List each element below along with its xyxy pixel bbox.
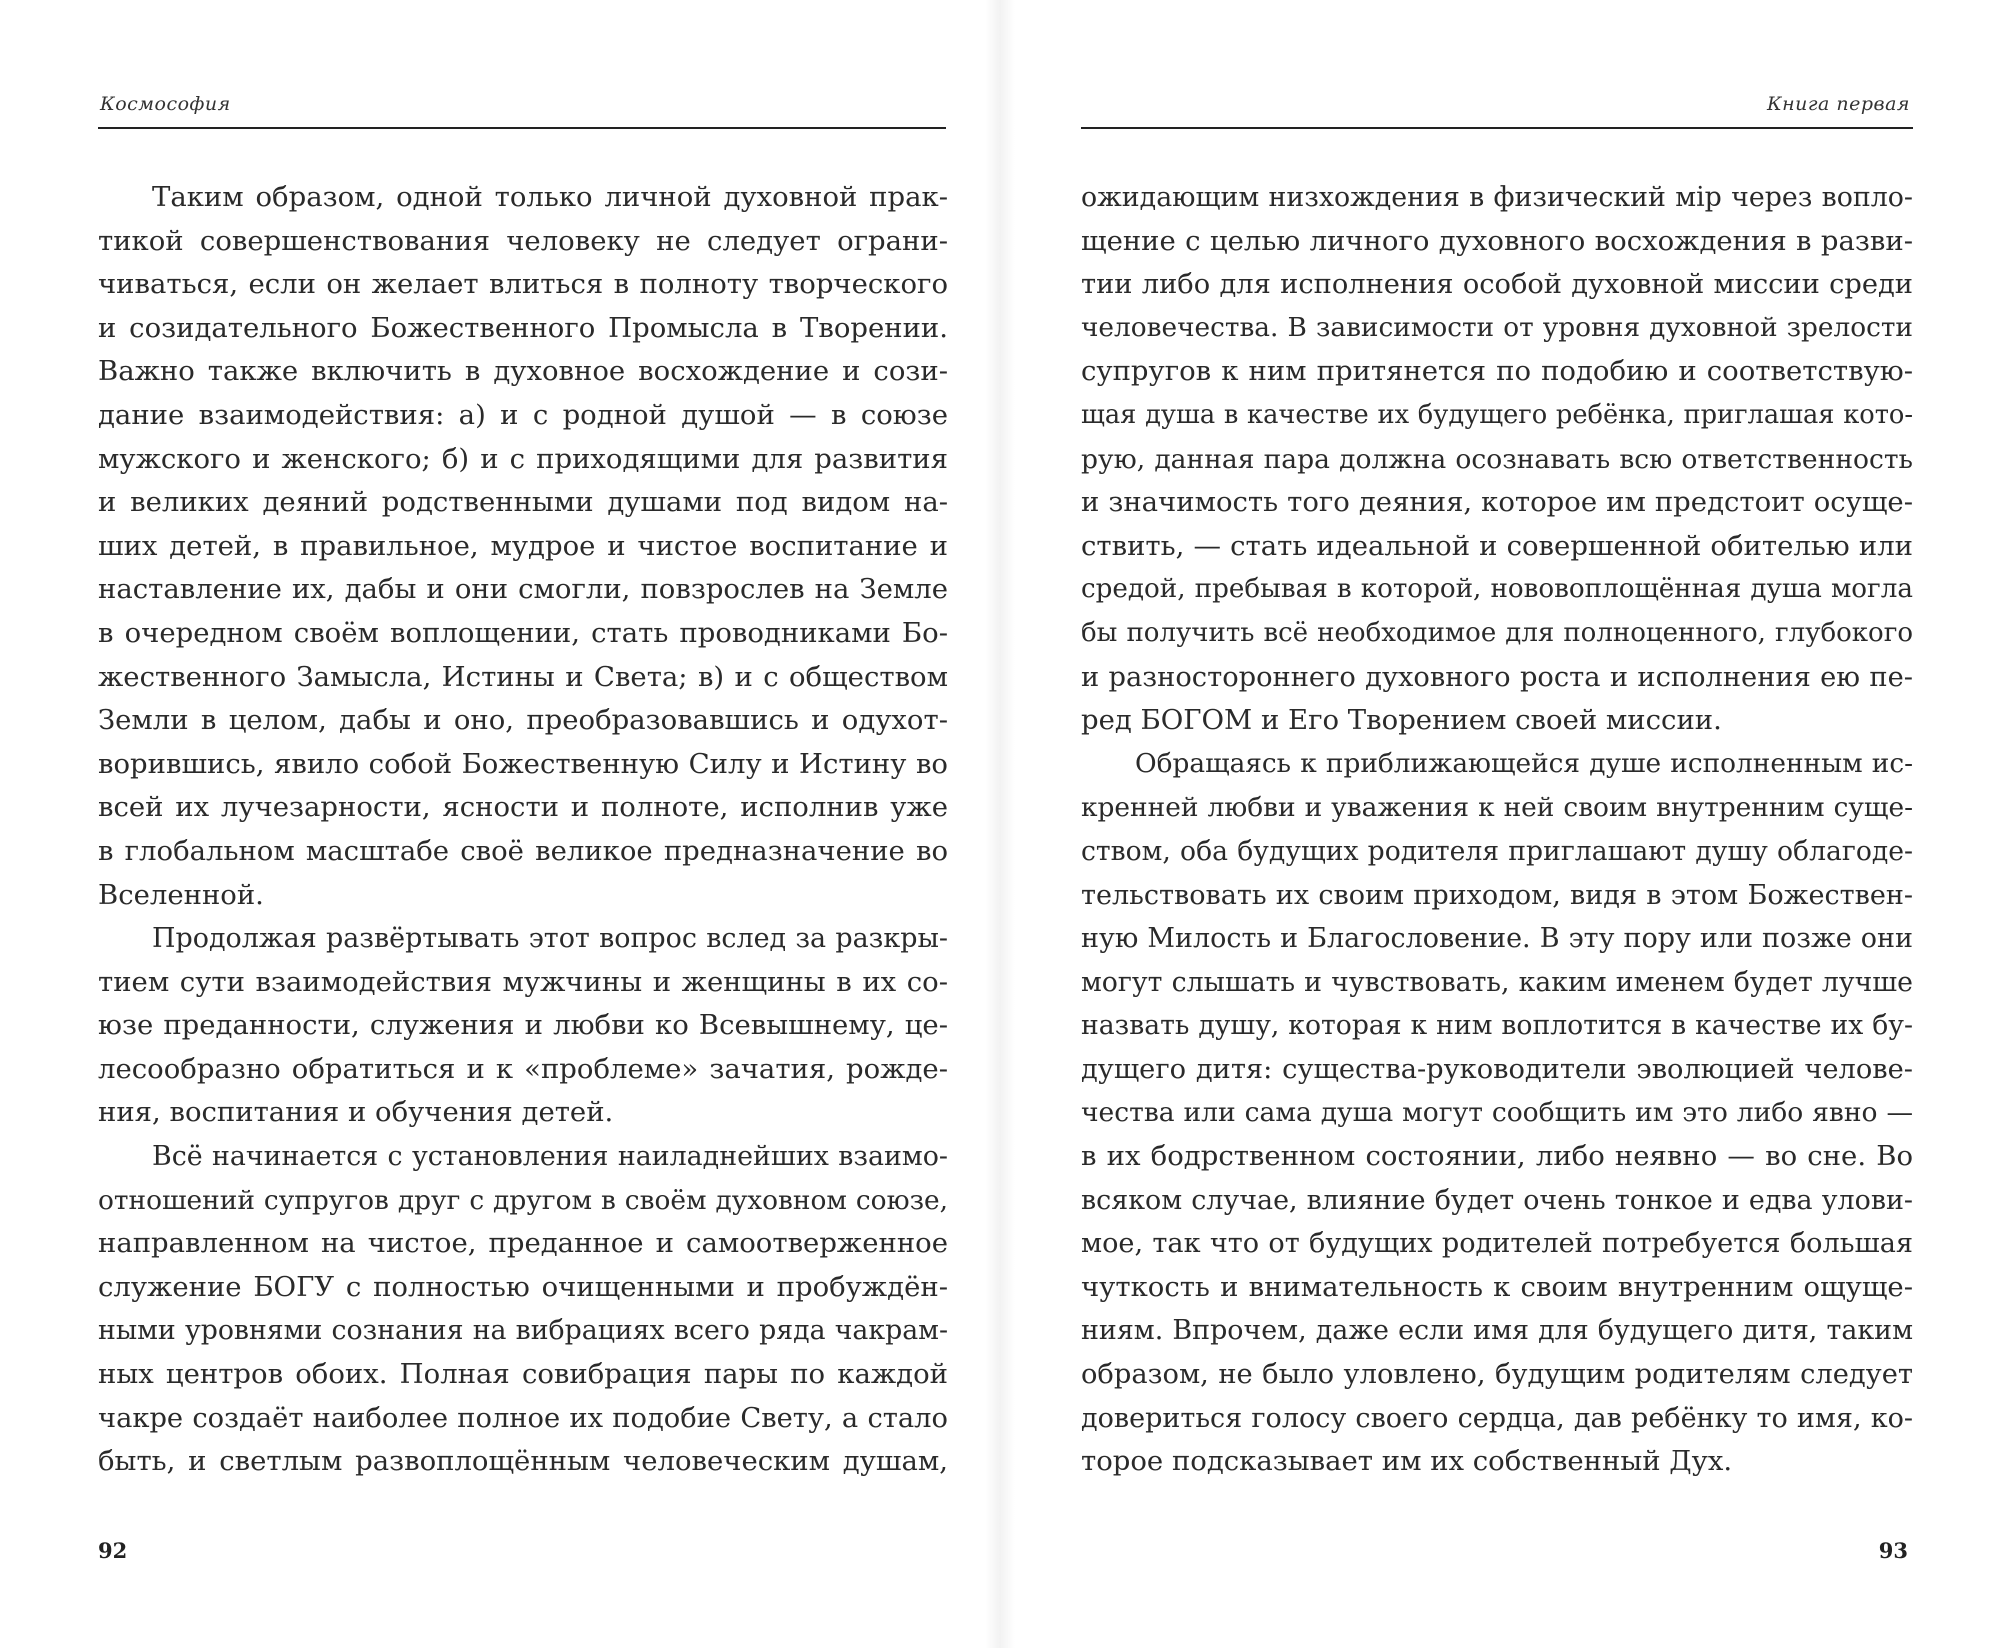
text-line: в глобальном масштабе своё великое предназначение во: [98, 834, 948, 867]
right-body-text: [1081, 176, 1913, 1484]
text-line: Земли в целом, дабы и оно, преобразовавшись и одухот-: [98, 704, 948, 737]
right-header-rule: [1081, 127, 1913, 129]
text-line: отношений супругов друг с другом в своём духовном союзе,: [98, 1184, 948, 1216]
text-line: юзе преданности, служения и любви ко Всевышнему, це-: [98, 1009, 948, 1042]
text-line: Важно также включить в духовное восхождение и сози-: [98, 355, 948, 388]
text-line: рую, данная пара должна осознавать всю ответственность: [1081, 443, 1913, 475]
right-running-head: Книга первая: [1766, 93, 1910, 115]
left-page-number: 92: [98, 1538, 128, 1563]
text-line: ниям. Впрочем, даже если имя для будущего дитя, таким: [1081, 1315, 1913, 1347]
text-line: тикой совершенствования человеку не следует ограни-: [98, 224, 948, 257]
text-line: ших детей, в правильное, мудрое и чистое воспитание и: [98, 529, 948, 562]
text-line: чуткость и внимательность к своим внутренним ощуще-: [1081, 1270, 1913, 1303]
right-page-number: 93: [1878, 1538, 1908, 1563]
left-body-text: [98, 176, 948, 1484]
text-line: щение с целью личного духовного восхождения в разви-: [1081, 224, 1913, 257]
text-line: могут слышать и чувствовать, каким именем будет лучше: [1081, 966, 1913, 998]
text-line: быть, и светлым развоплощённым человеческим душам,: [98, 1445, 948, 1478]
text-line: дущего дитя: существа-руководители эволюцией челове-: [1081, 1053, 1913, 1085]
text-line: ред БОГОМ и Его Творением своей миссии.: [1081, 704, 1722, 737]
text-line: всяком случае, влияние будет очень тонкое и едва улови-: [1081, 1184, 1913, 1216]
text-line: ными уровнями сознания на вибрациях всего ряда чакрам-: [98, 1315, 948, 1347]
text-line: наставление их, дабы и они смогли, повзрослев на Земле: [98, 573, 948, 606]
text-line: человечества. В зависимости от уровня духовной зрелости: [1081, 312, 1913, 343]
left-running-head: Космософия: [100, 93, 231, 115]
text-line: Всё начинается с установления наиладнейших взаимо-: [152, 1141, 948, 1173]
text-line: тельствовать их своим приходом, видя в этом Божествен-: [1081, 879, 1913, 911]
text-line: образом, не было уловлено, будущим родителям следует: [1081, 1359, 1913, 1391]
text-line: Обращаясь к приближающейся душе исполненным ис-: [1135, 748, 1913, 779]
text-line: чиваться, если он желает влиться в полноту творческого: [98, 268, 948, 301]
text-line: служение БОГУ с полностью очищенными и пробуждён-: [98, 1270, 948, 1303]
text-line: направленном на чистое, преданное и самоотверженное: [98, 1227, 948, 1260]
text-line: тии либо для исполнения особой духовной миссии среди: [1081, 269, 1913, 301]
text-line: Вселенной.: [98, 878, 264, 911]
text-line: бы получить всё необходимое для полноценного, глубокого: [1081, 617, 1913, 648]
text-line: всей их лучезарности, ясности и полноте, исполнив уже: [98, 791, 948, 824]
text-line: чакре создаёт наиболее полное их подобие Свету, а стало: [98, 1402, 948, 1434]
text-line: средой, пребывая в которой, нововоплощённая душа могла: [1081, 574, 1913, 605]
text-line: ством, оба будущих родителя приглашают душу облагоде-: [1081, 835, 1913, 867]
text-line: ния, воспитания и обучения детей.: [98, 1096, 614, 1129]
text-line: чества или сама душа могут сообщить им это либо явно —: [1081, 1097, 1913, 1129]
text-line: назвать душу, которая к ним воплотится в качестве их бу-: [1081, 1010, 1913, 1042]
text-line: в очередном своём воплощении, стать проводниками Бо-: [98, 616, 948, 649]
text-line: мужского и женского; б) и с приходящими для развития: [98, 442, 948, 475]
text-line: довериться голосу своего сердца, дав ребёнку то имя, ко-: [1081, 1402, 1913, 1434]
text-line: ную Милость и Благословение. В эту пору или позже они: [1081, 923, 1913, 955]
left-header-rule: [98, 127, 946, 129]
text-line: тием сути взаимодействия мужчины и женщины в их со-: [98, 965, 948, 998]
text-line: в их бодрственном состоянии, либо неявно — во сне. Во: [1081, 1140, 1913, 1173]
text-line: дание взаимодействия: а) и с родной душой — в союзе: [98, 398, 948, 431]
text-line: и созидательного Божественного Промысла в Творении.: [98, 311, 948, 344]
text-line: Продолжая развёртывать этот вопрос вслед за разкры-: [152, 923, 948, 955]
text-line: мое, так что от будущих родителей потребуется большая: [1081, 1228, 1913, 1260]
text-line: ствить, — стать идеальной и совершенной обителью или: [1081, 529, 1913, 562]
text-line: жественного Замысла, Истины и Света; в) и с обществом: [98, 660, 948, 693]
text-line: Таким образом, одной только личной духовной прак-: [152, 181, 948, 213]
text-line: ворившись, явило собой Божественную Силу и Истину во: [98, 747, 948, 780]
text-line: и значимость того деяния, которое им предстоит осуще-: [1081, 486, 1913, 519]
text-line: и разностороннего духовного роста и исполнения ею пе-: [1081, 661, 1913, 693]
text-line: ных центров обоих. Полная совибрация пары по каждой: [98, 1358, 948, 1391]
text-line: щая душа в качестве их будущего ребёнка, приглашая кото-: [1081, 399, 1913, 430]
text-line: супругов к ним притянется по подобию и соответствую-: [1081, 355, 1913, 388]
text-line: кренней любви и уважения к ней своим внутренним суще-: [1081, 792, 1913, 824]
text-line: ожидающим низхождения в физический мiр через вопло-: [1081, 182, 1913, 213]
text-line: лесообразно обратиться и к «проблеме» зачатия, рожде-: [98, 1052, 948, 1085]
text-line: торое подсказывает им их собственный Дух.: [1081, 1445, 1733, 1478]
text-line: и великих деяний родственными душами под видом на-: [98, 486, 948, 519]
right-page: [1000, 0, 2000, 1648]
